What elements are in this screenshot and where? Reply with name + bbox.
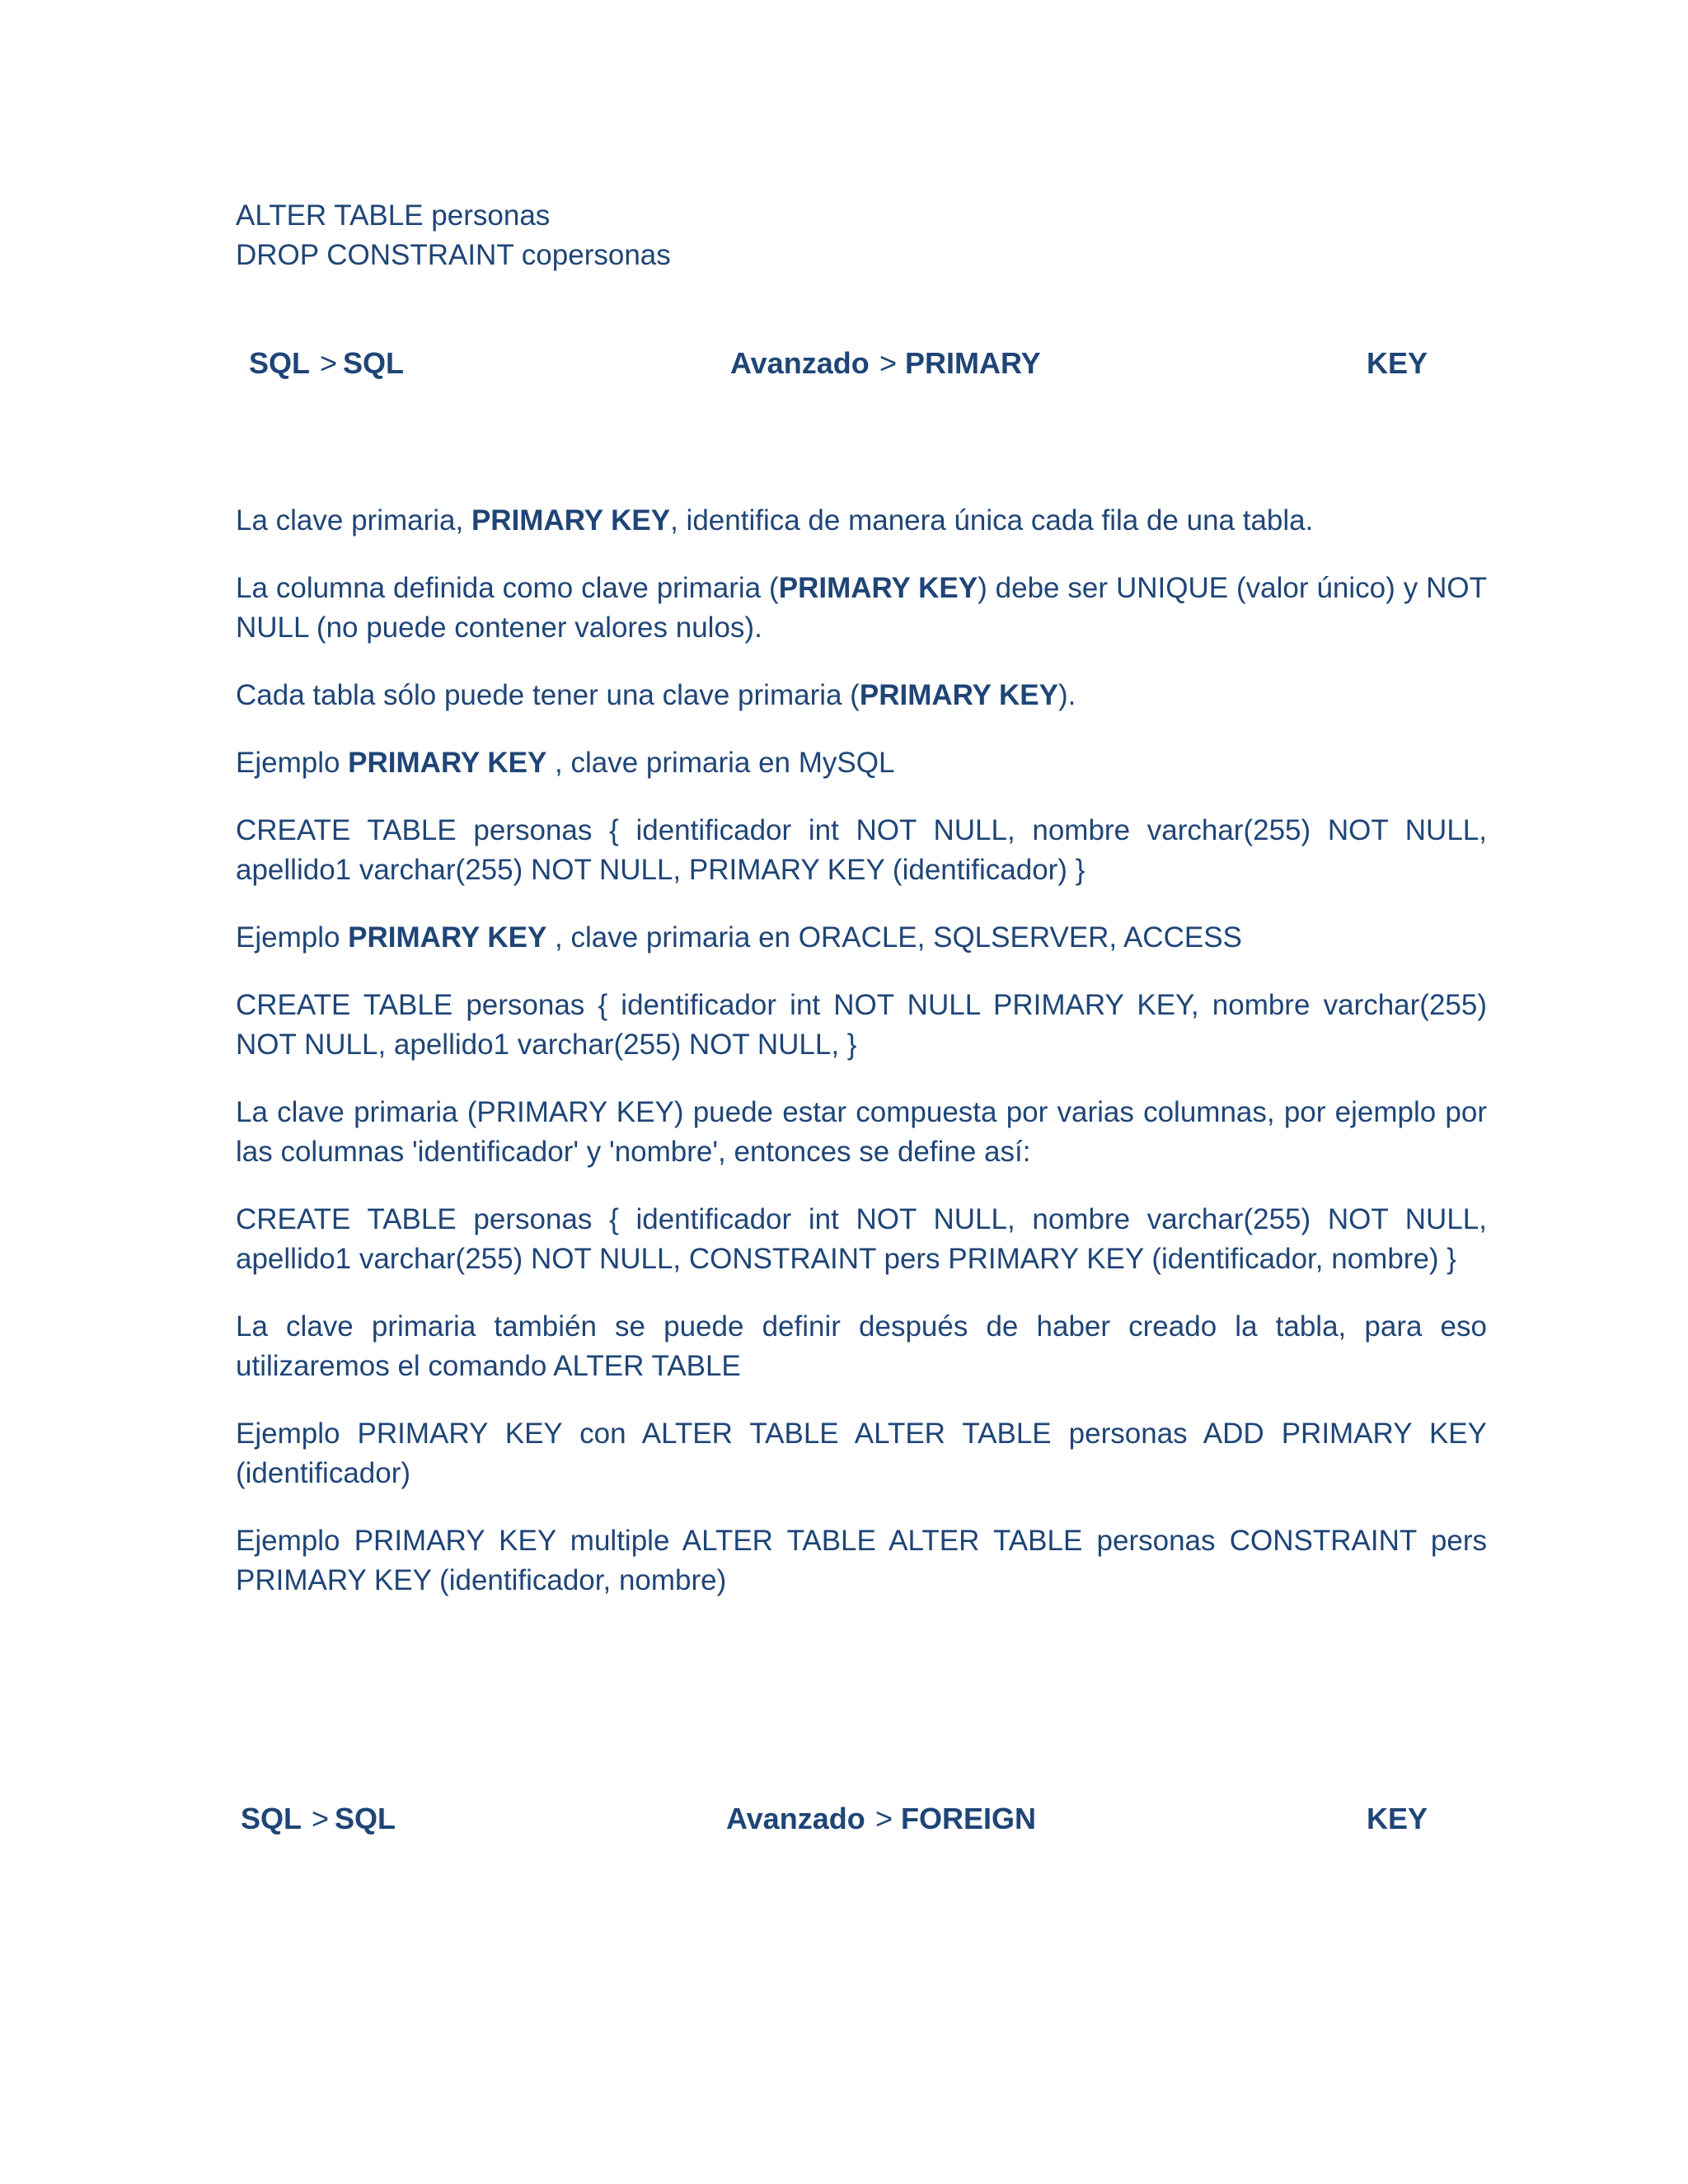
text-run: ) debe ser UNIQUE (valor único) y NOT NULL (no puede contener valores nulos). — [236, 572, 1487, 644]
text-run: La columna definida como clave primaria ( — [236, 572, 779, 604]
breadcrumb-item-sql[interactable]: SQL — [335, 1802, 396, 1835]
breadcrumb-foreign-key — [0, 1802, 1688, 1843]
breadcrumb-separator: > — [312, 1802, 330, 1835]
paragraph — [236, 743, 1487, 783]
breadcrumb-item-sql[interactable]: SQL — [249, 346, 311, 380]
code-paragraph: CREATE TABLE personas { identificador int NOT NULL PRIMARY KEY, nombre varchar(255) NOT NULL, apellido1 varchar(255) NOT NULL, } — [236, 989, 1487, 1061]
text-run: ). — [1058, 679, 1076, 711]
breadcrumb-separator: > — [320, 346, 338, 380]
paragraph — [236, 918, 1487, 958]
text-run: La clave primaria, — [236, 504, 471, 537]
text-run: , clave primaria en ORACLE, SQLSERVER, ACCESS — [546, 921, 1242, 954]
emphasis: PRIMARY KEY — [348, 747, 547, 779]
paragraph — [236, 676, 1487, 715]
paragraph: Ejemplo PRIMARY KEY multiple ALTER TABLE ALTER TABLE personas CONSTRAINT pers PRIMARY KEY (identificador, nombre) — [236, 1525, 1487, 1596]
text-run: Cada tabla sólo puede tener una clave primaria ( — [236, 679, 860, 711]
breadcrumb-separator: > — [875, 1802, 893, 1835]
emphasis: PRIMARY KEY — [778, 572, 978, 604]
code-line: DROP CONSTRAINT copersonas — [236, 239, 671, 271]
code-paragraph: CREATE TABLE personas { identificador int NOT NULL, nombre varchar(255) NOT NULL, apellido1 varchar(255) NOT NULL, PRIMARY KEY (identificador) } — [236, 814, 1487, 886]
breadcrumb-separator: > — [879, 346, 898, 380]
paragraph — [236, 569, 1487, 648]
paragraph: Ejemplo PRIMARY KEY con ALTER TABLE ALTER TABLE personas ADD PRIMARY KEY (identificador) — [236, 1418, 1487, 1489]
breadcrumb-item-sql[interactable]: SQL — [241, 1802, 302, 1835]
emphasis: PRIMARY KEY — [471, 504, 671, 537]
paragraph — [236, 501, 1487, 541]
text-run: , identifica de manera única cada fila de una tabla. — [670, 504, 1314, 537]
breadcrumb-item-primary[interactable]: PRIMARY — [905, 346, 1041, 380]
text-run: Ejemplo — [236, 921, 349, 954]
breadcrumb-item-avanzado[interactable]: Avanzado — [726, 1802, 865, 1835]
breadcrumb-item-sql[interactable]: SQL — [343, 346, 405, 380]
article-body — [236, 501, 1487, 1629]
paragraph: La clave primaria también se puede definir después de haber creado la tabla, para eso utilizaremos el comando ALTER TABLE — [236, 1310, 1487, 1382]
code-line: ALTER TABLE personas — [236, 199, 551, 232]
text-run: , clave primaria en MySQL — [546, 747, 895, 779]
emphasis: PRIMARY KEY — [348, 921, 547, 954]
emphasis: PRIMARY KEY — [859, 679, 1058, 711]
breadcrumb-item-avanzado[interactable]: Avanzado — [730, 346, 870, 380]
breadcrumb-primary-key — [0, 346, 1688, 387]
breadcrumb-item-foreign[interactable]: FOREIGN — [901, 1802, 1037, 1835]
breadcrumb-item-key[interactable]: KEY — [1367, 1802, 1428, 1835]
paragraph: La clave primaria (PRIMARY KEY) puede estar compuesta por varias columnas, por ejemplo por las columnas 'identificador' y 'nombre', entonces se define así: — [236, 1096, 1487, 1168]
code-paragraph: CREATE TABLE personas { identificador int NOT NULL, nombre varchar(255) NOT NULL, apellido1 varchar(255) NOT NULL, CONSTRAINT pers PRIMARY KEY (identificador, nombre) } — [236, 1203, 1487, 1275]
text-run: Ejemplo — [236, 747, 349, 779]
code-block-drop-constraint — [236, 196, 671, 275]
breadcrumb-item-key[interactable]: KEY — [1367, 346, 1428, 380]
